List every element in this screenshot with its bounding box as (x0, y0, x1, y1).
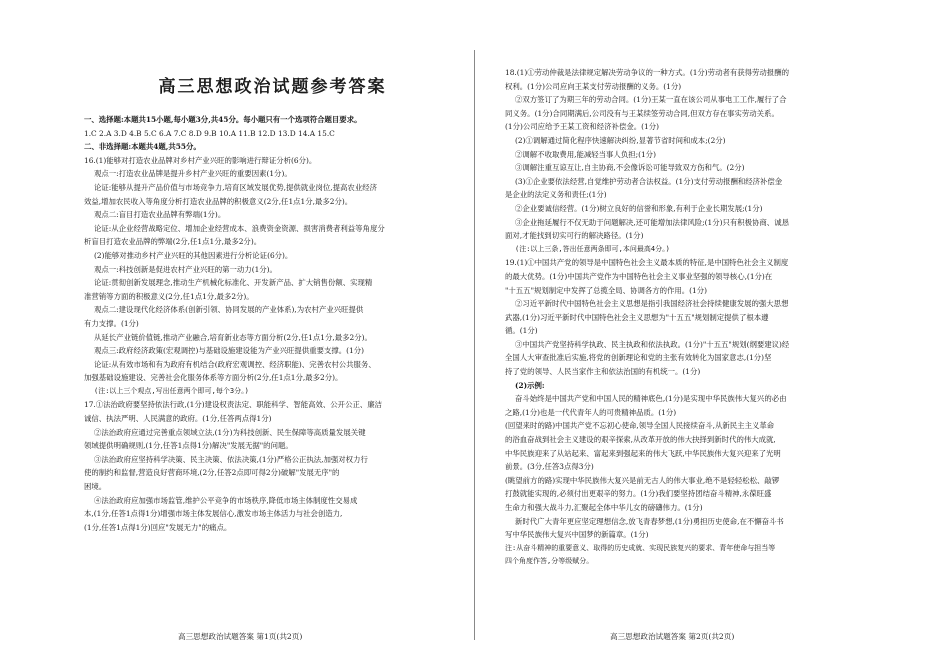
text-line: 论证:贯彻创新发展理念,推动生产机械化标准化、开发新产品、扩大销售份额、实现精 (94, 278, 373, 288)
text-line: 加强基础设施建设、完善社会化服务体系等方面分析(2分,任1点1分,最多2分)。 (84, 373, 343, 383)
text-line: (回望来时的路)中国共产党不忘初心使命,领导全国人民接续奋斗,从新民主主义革命 (505, 421, 775, 431)
text-line: 奋斗始终是中国共产党和中国人民的精神底色,(1分)是实现中华民族伟大复兴的必由 (515, 394, 787, 404)
text-line: (1分,任答1点得1分)回应"发展无力"的痛点。 (84, 522, 232, 532)
text-line: 是企业的法定义务和责任;(1分) (505, 190, 607, 200)
text-line: 面对,才能找到切实可行的解决路径。(1分) (505, 231, 644, 241)
text-line: 同义务。(1分)合同期满后,公司没有与王某续签劳动合同,但双方存在事实劳动关系。 (505, 108, 779, 118)
text-line: 1.C 2.A 3.D 4.B 5.C 6.A 7.C 8.D 9.B 10.A 11.B 12.D 13.D 14.A 15.C (84, 128, 335, 138)
text-line: 本,(1分,任答1点得1分)增强市场主体发展信心,激发市场主体活力与社会创造力, (84, 509, 343, 519)
text-line: 18.(1)①劳动仲裁是法律规定解决劳动争议的一种方式。(1分)劳动者有获得劳动报酬的 (505, 68, 789, 77)
text-line: ③调解注重互谅互让,自主协商,不会像诉讼可能导致双方伤和气。(2分) (515, 163, 745, 173)
text-line: 生命力和强大战斗力,汇聚起全体中华儿女的磅礴伟力。(1分) (505, 503, 703, 512)
text-line: 全国人大审查批准后实施,将党的创新理论和党的主张有效转化为国家意志,(1分)坚 (505, 353, 772, 363)
right-page (475, 0, 950, 663)
text-line: 使的制约和监督,营造良好营商环境,(2分,任答2点即可得2分)破解"发展无序"的 (84, 468, 340, 478)
text-line: 的最大优势。(1分)中国共产党作为中国特色社会主义事业坚强的领导核心,(1分)在 (505, 271, 773, 281)
text-line: (眺望前方的路)实现中华民族伟大复兴是前无古人的伟大事业,绝不是轻轻松松、敲锣 (505, 475, 780, 485)
text-line: 新时代广大青年更应坚定理想信念,放飞青春梦想,(1分)勇担历史使命,在不懈奋斗书 (515, 516, 784, 526)
text-line: 的浴血奋战到社会主义建设的艰辛探索,从改革开放的伟大抉择到新时代的伟大成就, (505, 435, 776, 445)
left-content (84, 113, 461, 534)
text-line: 写中华民族伟大复兴中国梦的新篇章。(1分) (505, 530, 649, 540)
right-footer: 高三思想政治试题答案 第2页(共2页) (610, 632, 735, 641)
text-line: 中华民族迎来了从站起来、富起来到强起来的伟大飞跃,中华民族伟大复兴迎来了光明 (505, 448, 781, 458)
page-title: 高三思想政治试题参考答案 (158, 77, 387, 97)
text-line: 四个角度作答,分等级赋分。 (505, 557, 594, 566)
text-line: 之路,(1分)也是一代代青年人的可贵精神品质。(1分) (505, 407, 677, 417)
text-line: (1分)公司应给予王某工资和经济补偿金。(1分) (505, 122, 659, 132)
text-line: 领域提供明确规则,(1分,任答1点得1分)解决"发展无据"的问题。 (84, 441, 293, 451)
text-line: ②习近平新时代中国特色社会主义思想是指引我国经济社会持续健康发展的强大思想 (515, 299, 789, 309)
text-line: (注:以上三条,答出任意两条即可,本问最高4分。) (515, 244, 670, 253)
text-line: 17.①法治政府要坚持依法行政,(1分)建设权责法定、职能科学、智能高效、公开公正、廉洁 (84, 400, 383, 410)
text-line: 观点三:政府经济政策(宏观调控)与基础设施建设能为产业兴旺提供重要支撑。(1分) (94, 346, 365, 356)
text-line: ②双方签订了为期三年的劳动合同。(1分)王某一直在该公司从事电工工作,履行了合 (515, 95, 787, 105)
left-footer: 高三思想政治试题答案 第1页(共2页) (178, 632, 303, 641)
text-line: ③中国共产党坚持科学执政、民主执政和依法执政。(1分)"十五五"规划(纲要建议)经 (515, 339, 790, 349)
text-line: (2)①调解通过简化程序快速解决纠纷,显著节省时间和成本;(2分) (515, 135, 726, 145)
text-line: ④法治政府应加强市场监管,维护公平竞争的市场秩序,降低市场主体制度性交易成 (94, 495, 358, 505)
text-line: ②法治政府应通过完善重点领域立法,(1分)为科技创新、民生保障等高质量发展关键 (94, 427, 366, 437)
text-line: 打鼓就能实现的,必须付出更艰辛的努力。(1分)我们要坚持团结奋斗精神,永葆旺盛 (505, 489, 772, 499)
text-line: 观点一:科技创新是促进农村产业兴旺的第一动力(1分)。 (94, 264, 277, 274)
text-line: 持了党的领导、人民当家作主和依法治国的有机统一。(1分) (505, 367, 701, 377)
text-line: ③企业拖延履行不仅无助于问题解决,还可能增加法律风险;(1分)只有积极协商、诚恳 (515, 217, 789, 227)
text-line: 19.(1)①中国共产党的领导是中国特色社会主义最本质的特征,是中国特色社会主义制度 (505, 258, 789, 268)
text-line: (3)①企业要依法经营,自觉维护劳动者合法权益。(1分)支付劳动报酬和经济补偿金 (515, 176, 783, 186)
text-line: 观点一:打造农业品牌是提升乡村产业兴旺的重要因素(1分)。 (94, 169, 292, 179)
text-line: 前景。(3分,任答3点得3分) (505, 462, 594, 472)
text-line: 效益,增加农民收入等角度分析打造农业品牌的积极意义(2分,任1点1分,最多2分)。 (84, 196, 353, 206)
text-line: 16.(1)能够对打造农业品牌对乡村产业兴旺的影响进行辩证分析(6分)。 (84, 155, 317, 165)
text-line: 权利。(1分)公司应向王某支付劳动报酬的义务。(1分) (505, 81, 682, 91)
text-line: "十五五"规划制定中发挥了总揽全局、协调各方的作用。(1分) (505, 285, 708, 295)
text-line: 注:从奋斗精神的重要意义、取得的历史成就、实现民族复兴的要求、青年使命与担当等 (505, 543, 776, 552)
text-line: 循。(1分) (505, 326, 538, 336)
text-line: 有力支撑。(1分) (84, 318, 139, 328)
text-line: 观点二:建设现代化经济体系(创新引领、协同发展的产业体系),为农村产业兴旺提供 (94, 305, 364, 315)
text-line: 武器,(1分)习近平新时代中国特色社会主义思想为"十五五"规划制定提供了根本遵 (505, 312, 769, 322)
text-line: ②企业要诚信经营。(1分)树立良好的信誉和形象,有利于企业长期发展;(1分) (515, 203, 763, 213)
text-line: ②调解不收取费用,能减轻当事人负担;(1分) (515, 149, 656, 159)
text-line: 困境。 (84, 482, 107, 492)
text-line: 论证:从有效市场和有为政府有机结合(政府宏观调控、经济职能)、完善农村公共服务、 (94, 359, 376, 369)
text-line: (2)能够对推动乡村产业兴旺的其他因素进行分析论证(6分)。 (94, 250, 293, 260)
text-line: 诚信、执法严明、人民满意的政府。(1分,任答两点得1分) (84, 414, 272, 424)
right-content (505, 66, 918, 569)
text-line: (注:以上三个观点,写出任意两个即可,每个3分。) (94, 386, 249, 395)
text-line: 二、非选择题:本题共4题,共55分。 (84, 142, 201, 152)
text-line: 析盲目打造农业品牌的弊端(2分,任1点1分,最多2分)。 (84, 237, 262, 247)
text-line: 观点二:盲目打造农业品牌有弊端(1分)。 (94, 210, 226, 220)
text-line: 论证:从企业经营战略定位、增加企业经营成本、浪费资金资源、损害消费者利益等角度分 (94, 223, 385, 233)
text-line: ③法治政府应坚持科学决策、民主决策、依法决策,(1分)严格公正执法,加强对权力行 (94, 454, 368, 464)
text-line: 准营销等方面的积极意义(2分,任1点1分,最多2分)。 (84, 291, 254, 301)
text-line: (2)示例: (515, 380, 545, 390)
text-line: 论证:能够从提升产品价值与市场竞争力,培育区域发展优势,提供就业岗位,提高农业经济 (94, 182, 377, 192)
text-line: 一、选择题:本题共15小题,每小题3分,共45分。每小题只有一个选项符合题目要求。 (84, 115, 362, 124)
text-line: 从延长产业链价值链,推动产业融合,培育新业态等方面分析(2分,任1点1分,最多2分)。 (94, 332, 372, 342)
